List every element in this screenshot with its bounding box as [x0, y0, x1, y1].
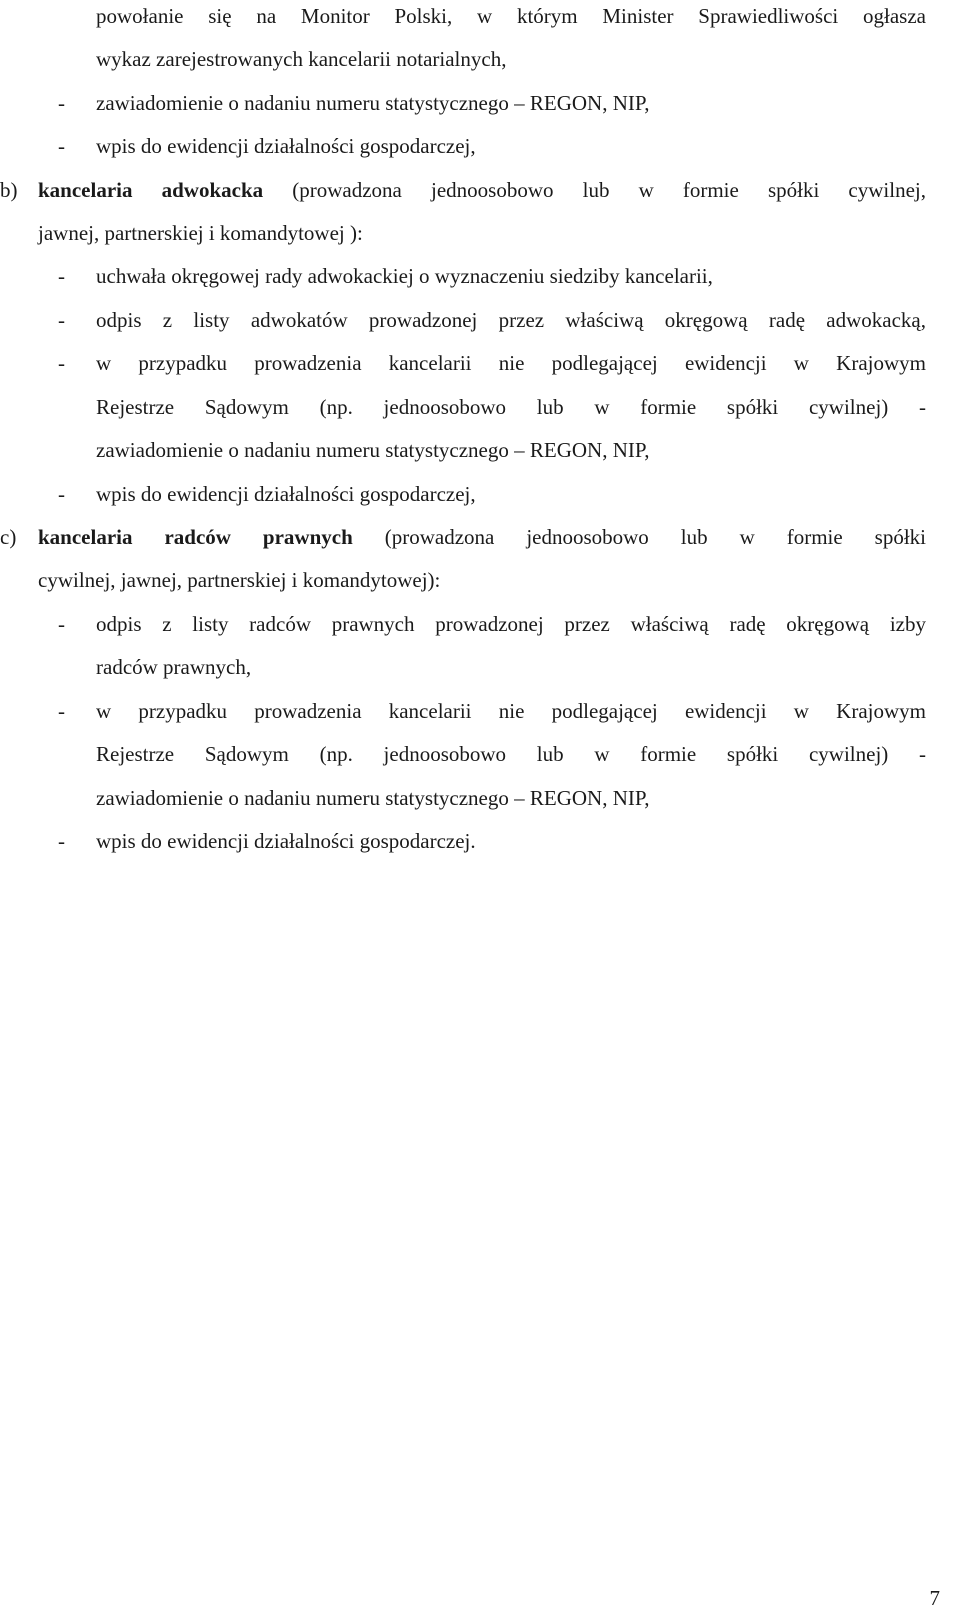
- list-item-text: odpis z listy radców prawnych prowadzonej przez właściwą radę okręgową izby: [96, 612, 926, 636]
- text-line: wykaz zarejestrowanych kancelarii notarialnych,: [96, 47, 507, 71]
- list-dash: -: [58, 699, 65, 723]
- section-heading-b: [38, 176, 926, 204]
- list-item-text: uchwała okręgowej rady adwokackiej o wyznaczeniu siedziby kancelarii,: [96, 264, 713, 288]
- page-number: 7: [929, 1586, 940, 1610]
- section-title-c: kancelaria radców prawnych: [38, 525, 353, 549]
- section-title-b: kancelaria adwokacka: [38, 178, 264, 202]
- list-dash: -: [58, 134, 65, 158]
- list-item-text: w przypadku prowadzenia kancelarii nie podlegającej ewidencji w Krajowym: [96, 699, 926, 723]
- list-dash: -: [58, 612, 65, 636]
- list-item-text: zawiadomienie o nadaniu numeru statystycznego – REGON, NIP,: [96, 91, 650, 115]
- text-line: jawnej, partnerskiej i komandytowej ):: [38, 221, 363, 245]
- section-heading-rest: (prowadzona jednoosobowo lub w formie spółki: [352, 525, 926, 549]
- list-item-text: Rejestrze Sądowym (np. jednoosobowo lub w formie spółki cywilnej) -: [96, 395, 926, 419]
- text-line: cywilnej, jawnej, partnerskiej i komandytowej):: [38, 568, 441, 592]
- section-marker-b: b): [0, 178, 18, 202]
- list-dash: -: [58, 264, 65, 288]
- list-dash: -: [58, 308, 65, 332]
- list-dash: -: [58, 482, 65, 506]
- list-item-text: wpis do ewidencji działalności gospodarczej.: [96, 829, 476, 853]
- list-item-text: radców prawnych,: [96, 655, 252, 679]
- list-item-text: zawiadomienie o nadaniu numeru statystycznego – REGON, NIP,: [96, 438, 650, 462]
- list-item-text: wpis do ewidencji działalności gospodarczej,: [96, 482, 476, 506]
- list-item-text: odpis z listy adwokatów prowadzonej przez właściwą okręgową radę adwokacką,: [96, 308, 926, 332]
- list-dash: -: [58, 829, 65, 853]
- list-item-text: wpis do ewidencji działalności gospodarczej,: [96, 134, 476, 158]
- section-heading-rest: (prowadzona jednoosobowo lub w formie spółki cywilnej,: [263, 178, 926, 202]
- section-marker-c: c): [0, 525, 17, 549]
- list-dash: -: [58, 91, 65, 115]
- list-dash: -: [58, 351, 65, 375]
- section-heading-c: [38, 523, 926, 551]
- list-item-text: w przypadku prowadzenia kancelarii nie podlegającej ewidencji w Krajowym: [96, 351, 926, 375]
- text-line: powołanie się na Monitor Polski, w którym Minister Sprawiedliwości ogłasza: [96, 4, 926, 28]
- list-item-text: Rejestrze Sądowym (np. jednoosobowo lub w formie spółki cywilnej) -: [96, 742, 926, 766]
- list-item-text: zawiadomienie o nadaniu numeru statystycznego – REGON, NIP,: [96, 786, 650, 810]
